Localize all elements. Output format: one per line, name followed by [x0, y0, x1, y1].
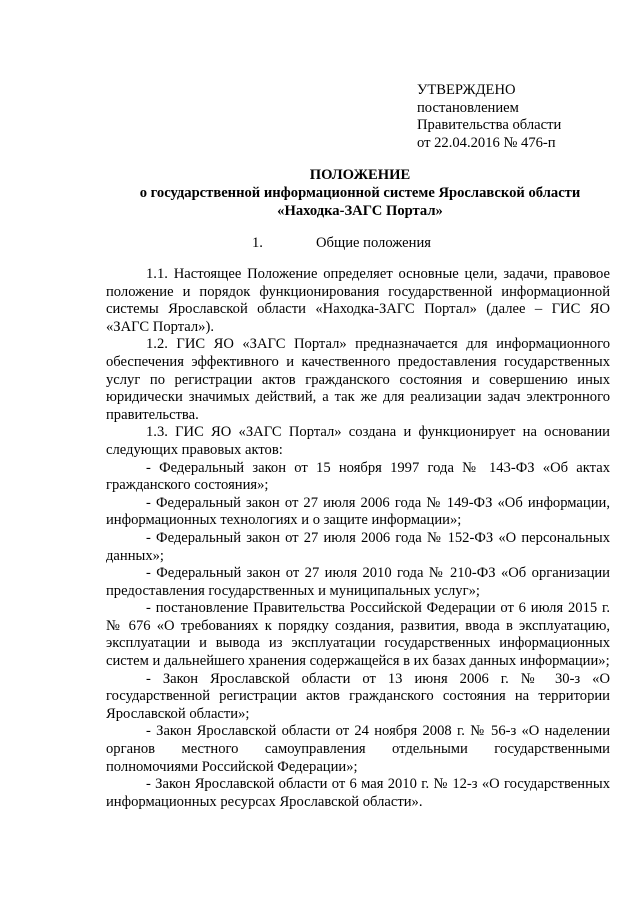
document-title: ПОЛОЖЕНИЕ: [309, 167, 411, 183]
approval-stamp: [417, 82, 561, 152]
paragraph-1-2: 1.2. ГИС ЯО «ЗАГС Портал» предназначается для информационного обеспечения эффективного и качественного предоставления государственных услуг по регистрации актов гражданского состояния и совершению иных юридически значимых действий, а так же для реализации задач электронного правительства.: [106, 336, 610, 423]
legal-act-item: - Закон Ярославской области от 24 ноября 2008 г. № 56-з «О наделении органов местного самоуправления отдельными государственными полномочиями Российской Федерации»;: [106, 723, 610, 775]
section-number: 1.: [252, 235, 263, 251]
paragraph-1-3: 1.3. ГИС ЯО «ЗАГС Портал» создана и функционирует на основании следующих правовых актов:: [106, 424, 610, 458]
document-body: [106, 266, 610, 811]
paragraph-1-1: 1.1. Настоящее Положение определяет основные цели, задачи, правовое положение и порядок функционирования государственной информационной системы Ярославской области «Находка-ЗАГС Портал» (далее – ГИС ЯО «ЗАГС Портал»).: [106, 266, 610, 335]
legal-act-item: - Федеральный закон от 15 ноября 1997 года № 143-ФЗ «Об актах гражданского состояния»;: [106, 459, 610, 494]
approval-line-1: УТВЕРЖДЕНО: [417, 82, 516, 98]
approval-line-3: Правительства области: [417, 117, 562, 134]
approval-line-4: от 22.04.2016 № 476-п: [417, 134, 556, 151]
section-heading: [252, 235, 431, 252]
legal-act-item: - Федеральный закон от 27 июля 2006 года № 152-ФЗ «О персональных данных»;: [106, 529, 610, 564]
section-title: Общие положения: [316, 235, 431, 251]
legal-act-item: - Закон Ярославской области от 6 мая 2010 г. № 12-з «О государственных информационных ресурсах Ярославской области».: [106, 776, 610, 810]
legal-act-item: - Федеральный закон от 27 июля 2006 года № 149-ФЗ «Об информации, информационных технологиях и о защите информации»;: [106, 494, 610, 529]
document-subtitle-line-1: о государственной информационной системе Ярославской области: [139, 185, 581, 201]
legal-act-item: - Федеральный закон от 27 июля 2010 года № 210-ФЗ «Об организации предоставления государственных и муниципальных услуг»;: [106, 565, 610, 599]
approval-line-2: постановлением: [417, 99, 519, 116]
legal-act-item: - постановление Правительства Российской Федерации от 6 июля 2015 г. № 676 «О требованиях к порядку создания, развития, ввода в эксплуатацию, эксплуатации и вывода из эксплуатации государственных информационных систем и дальнейшего хранения содержащейся в их базах данных информации»;: [106, 600, 610, 670]
document-subtitle-line-2: «Находка-ЗАГС Портал»: [277, 203, 443, 219]
legal-act-item: - Закон Ярославской области от 13 июня 2006 г. № 30-з «О государственной регистрации актов гражданского состояния на территории Ярославской области»;: [106, 670, 610, 722]
